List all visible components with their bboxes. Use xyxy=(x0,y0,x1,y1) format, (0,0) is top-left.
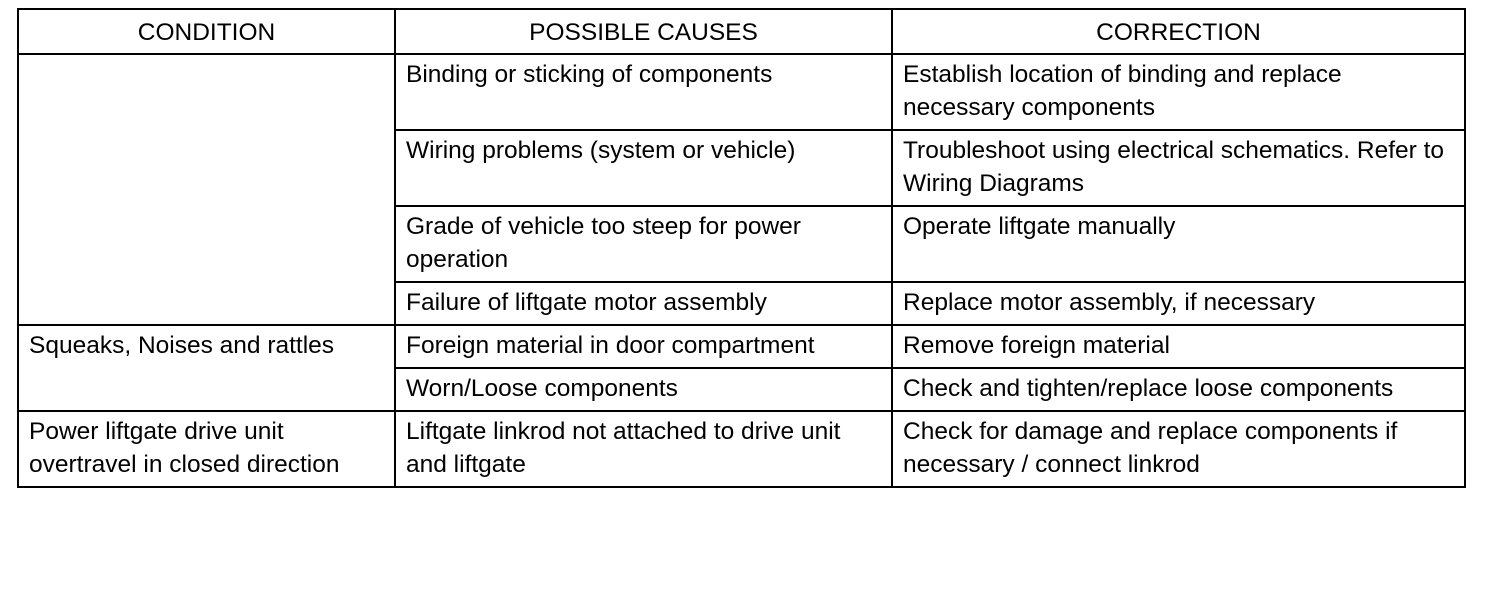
header-row xyxy=(18,9,1465,54)
cause-cell: Grade of vehicle too steep for power operation xyxy=(395,206,892,282)
cause-cell: Liftgate linkrod not attached to drive unit and liftgate xyxy=(395,411,892,487)
diagnosis-table xyxy=(17,8,1466,488)
correction-cell: Remove foreign material xyxy=(892,325,1465,368)
cause-cell: Foreign material in door compartment xyxy=(395,325,892,368)
correction-cell: Check and tighten/replace loose components xyxy=(892,368,1465,411)
correction-cell: Check for damage and replace components if necessary / connect linkrod xyxy=(892,411,1465,487)
cause-cell: Worn/Loose components xyxy=(395,368,892,411)
cause-cell: Failure of liftgate motor assembly xyxy=(395,282,892,325)
condition-cell xyxy=(18,54,395,325)
header-condition: CONDITION xyxy=(18,9,395,54)
correction-cell: Establish location of binding and replace necessary components xyxy=(892,54,1465,130)
correction-cell: Troubleshoot using electrical schematics. Refer to Wiring Diagrams xyxy=(892,130,1465,206)
header-correction: CORRECTION xyxy=(892,9,1465,54)
correction-cell: Replace motor assembly, if necessary xyxy=(892,282,1465,325)
cause-cell: Wiring problems (system or vehicle) xyxy=(395,130,892,206)
condition-cell: Power liftgate drive unit overtravel in closed direction xyxy=(18,411,395,487)
header-possible-causes: POSSIBLE CAUSES xyxy=(395,9,892,54)
table-row xyxy=(18,411,1465,487)
table-row xyxy=(18,54,1465,130)
table-row xyxy=(18,325,1465,368)
correction-cell: Operate liftgate manually xyxy=(892,206,1465,282)
cause-cell: Binding or sticking of components xyxy=(395,54,892,130)
condition-cell: Squeaks, Noises and rattles xyxy=(18,325,395,411)
